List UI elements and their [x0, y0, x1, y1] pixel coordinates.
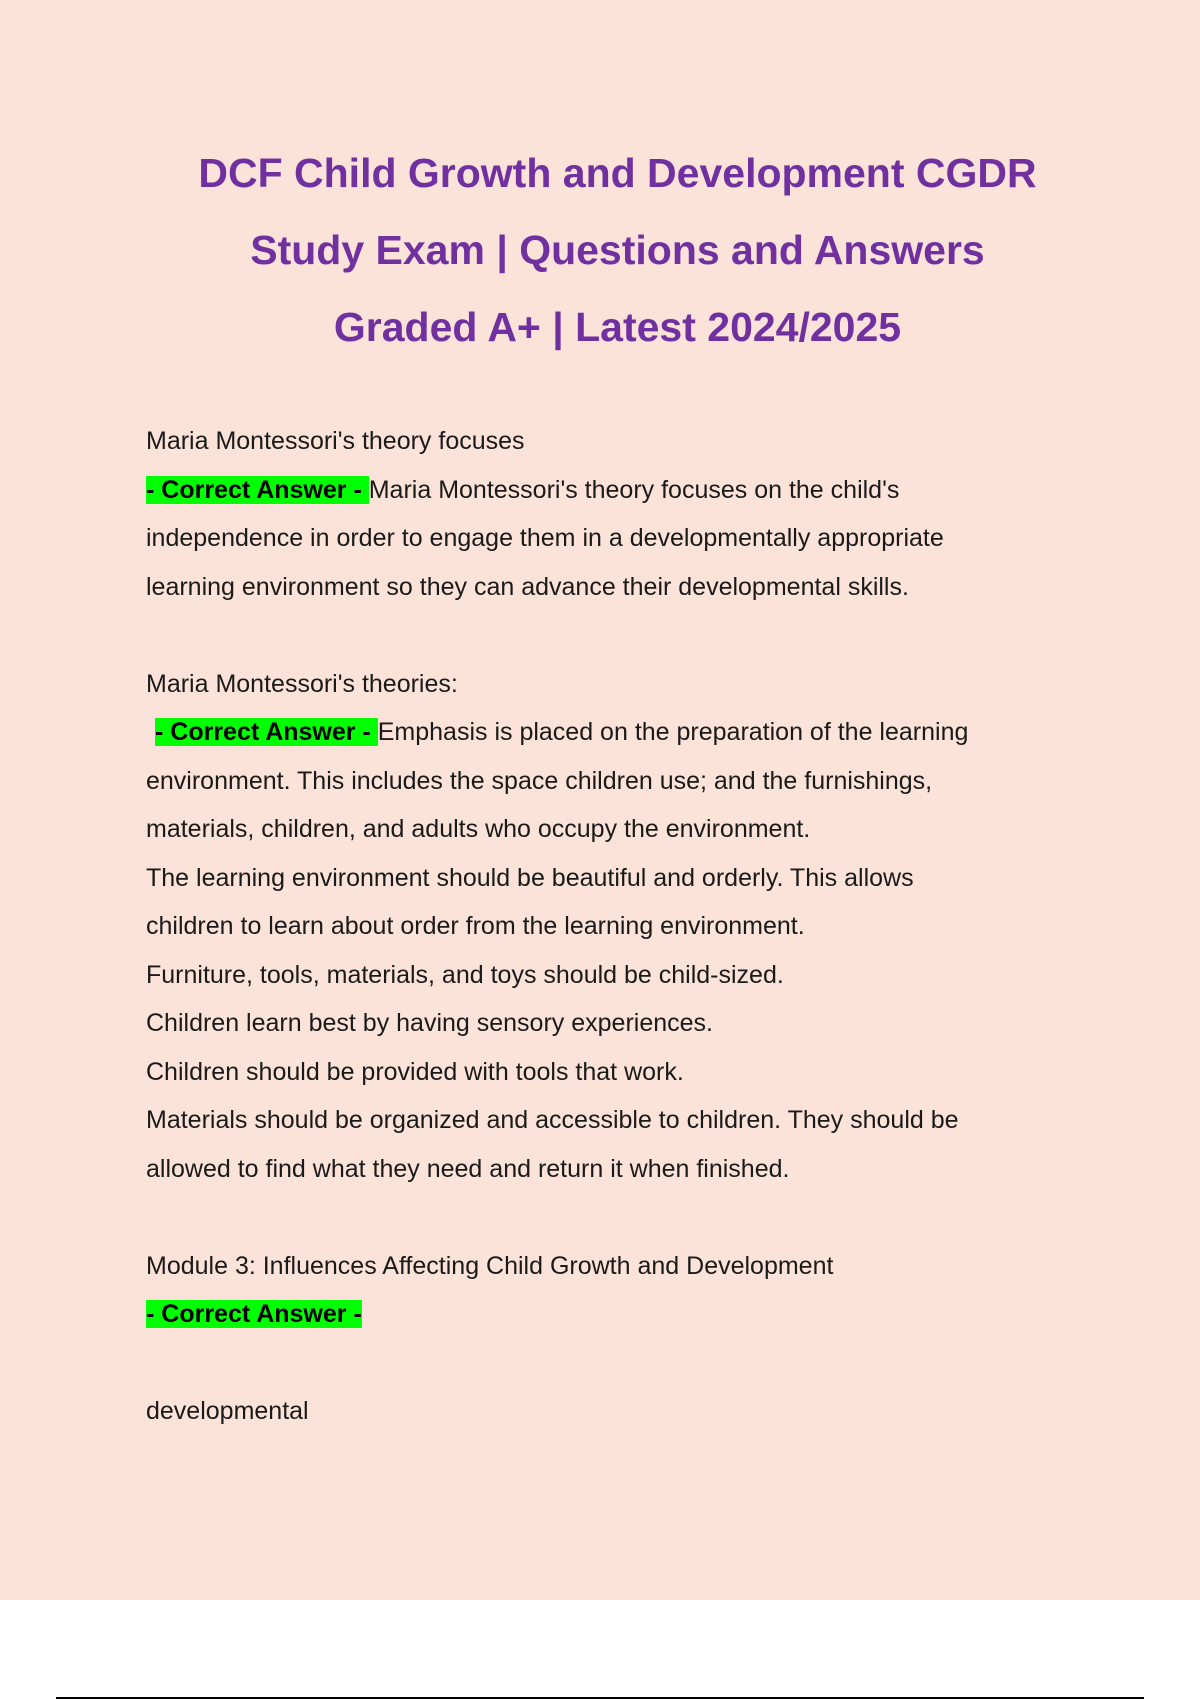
- correct-answer-label: - Correct Answer -: [146, 475, 369, 504]
- answer-1-first-line: [146, 466, 1106, 515]
- spacer: [146, 611, 1106, 660]
- correct-answer-label: - Correct Answer -: [155, 718, 378, 746]
- title-line-1: DCF Child Growth and Development CGDR: [198, 150, 1037, 196]
- answer-text: learning environment so they can advance their developmental skills.: [146, 572, 909, 601]
- correct-answer-label: - Correct Answer -: [146, 1300, 362, 1328]
- spacer: [146, 1339, 1106, 1388]
- answer-text: Children should be provided with tools that work.: [146, 1057, 684, 1086]
- spacer: [146, 1193, 1106, 1242]
- answer-text: materials, children, and adults who occupy the environment.: [146, 815, 811, 843]
- title-line-2: Study Exam | Questions and Answers: [250, 227, 985, 273]
- title-line-3: Graded A+ | Latest 2024/2025: [333, 304, 902, 350]
- answer-text: Materials should be organized and accessible to children. They should be: [146, 1106, 959, 1134]
- answer-text: developmental: [146, 1397, 309, 1425]
- question-2: Maria Montessori's theories:: [146, 669, 458, 698]
- answer-text: independence in order to engage them in a developmentally appropriate: [146, 524, 944, 552]
- answer-text: The learning environment should be beautiful and orderly. This allows: [146, 863, 914, 892]
- answer-text: Emphasis is placed on the preparation of the learning: [377, 718, 969, 746]
- document-title: [130, 135, 1105, 366]
- answer-2-first-line: [146, 708, 1106, 757]
- answer-text: Furniture, tools, materials, and toys should be child-sized.: [146, 960, 784, 989]
- answer-text: Children learn best by having sensory experiences.: [146, 1009, 713, 1037]
- document-body: [146, 417, 1106, 1436]
- answer-text: allowed to find what they need and return it when finished.: [146, 1154, 790, 1183]
- answer-text: Maria Montessori's theory focuses on the child's: [368, 475, 900, 504]
- footer-divider: [56, 1697, 1144, 1699]
- question-1: Maria Montessori's theory focuses: [146, 427, 525, 455]
- answer-text: environment. This includes the space children use; and the furnishings,: [146, 766, 933, 795]
- answer-3-label-line: [146, 1290, 1106, 1339]
- question-3: Module 3: Influences Affecting Child Growth and Development: [146, 1251, 834, 1280]
- answer-text: children to learn about order from the learning environment.: [146, 912, 805, 940]
